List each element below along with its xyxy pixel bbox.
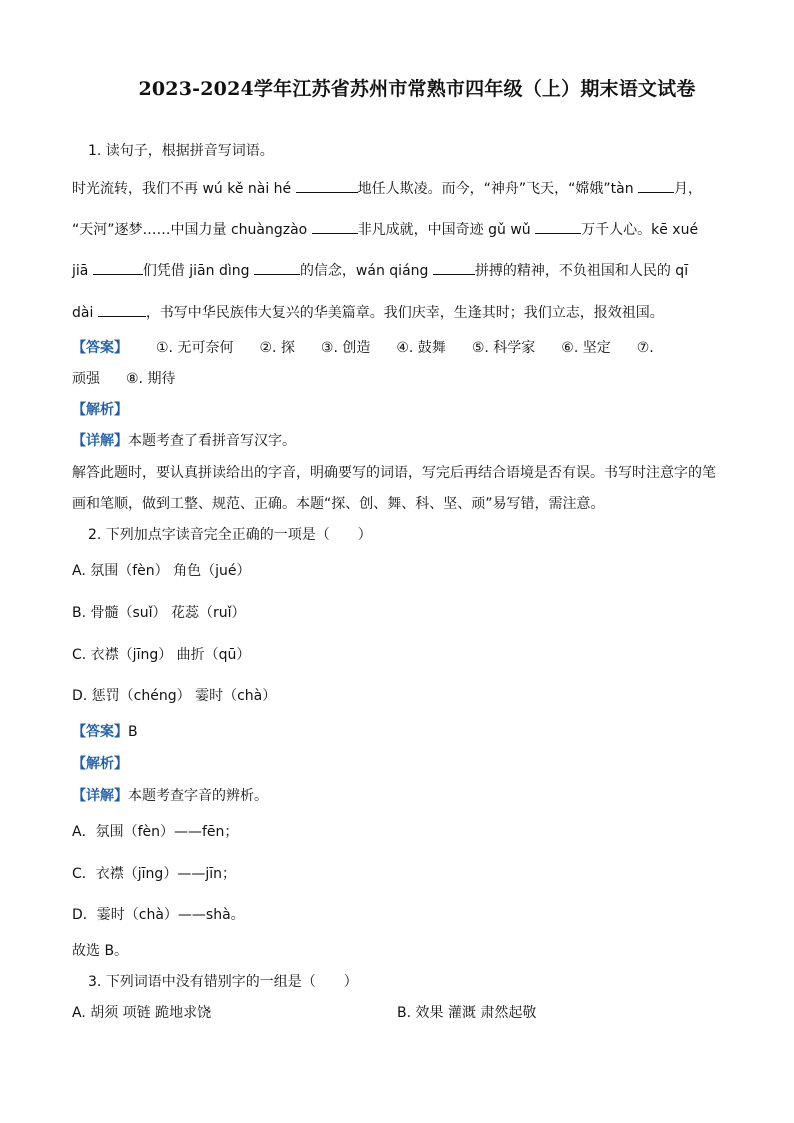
blank-8[interactable] [98,302,146,317]
blank-1[interactable] [296,178,358,193]
q2-option-b: B. 骨髓（suǐ） 花蕊（ruǐ） [72,605,246,621]
blank-4[interactable] [535,219,581,234]
q2-note-c: C．衣襟（jīng）——jīn； [72,866,236,882]
blank-2[interactable] [638,178,674,193]
blank-6[interactable] [254,260,300,275]
q2-analysis-tag: 【解析】 [72,756,128,772]
answer-item: ⑦. [636,340,654,356]
answer-item: ⑤. 科学家 [471,340,536,356]
answer-item: ⑥. 坚定 [561,340,611,356]
q1-analysis-tag: 【解析】 [72,402,128,418]
answer-item: ①. 无可奈何 [156,340,234,356]
blank-7[interactable] [433,260,475,275]
q3-options-row [72,1003,732,1023]
q2-answer: 【答案】B [72,724,138,740]
q3-stem: 3. 下列词语中没有错别字的一组是（ ） [88,974,358,990]
q1-answers-line-1 [72,338,732,358]
q3-option-a: A. 胡须 项链 跪地求饶 [72,1005,212,1021]
q2-note-a: A．氛围（fèn）——fēn； [72,824,239,840]
q1-detail: 【详解】本题考查了看拼音写汉字。 [72,433,296,449]
q1-detail-3: 画和笔顺，做到工整、规范、正确。本题“探、创、舞、科、坚、顽”易写错，需注意。 [72,496,605,512]
q3-option-b: B. 效果 灌溉 肃然起敬 [397,1005,537,1021]
q1-passage-line-2: “天河”逐梦……中国力量 chuàngzào 非凡成就，中国奇迹 gǔ wǔ 万千人心。kē xué [72,219,732,240]
page-title: 2023-2024学年江苏省苏州市常熟市四年级（上）期末语文试卷 [138,78,696,100]
q2-option-d: D. 惩罚（chéng） 霎时（chà） [72,688,277,704]
blank-3[interactable] [312,219,358,234]
q1-stem: 1. 读句子，根据拼音写词语。 [88,143,274,159]
answer-item: 顽强 [72,371,100,387]
answer-item: ④. 鼓舞 [396,340,446,356]
q2-option-c: C. 衣襟（jīng） 曲折（qū） [72,647,251,663]
answer-item: ⑧. 期待 [126,371,176,387]
q2-conclusion: 故选 B。 [72,943,129,959]
q1-answers-line-2 [72,369,732,389]
answer-item: ③. 创造 [320,340,371,356]
answer-item: ②. 探 [259,340,295,356]
q1-passage-line-1: 时光流转，我们不再 wú kě nài hé 地任人欺凌。而今，“神舟”飞天，“嫦娥”tàn 月， [72,178,732,199]
q1-passage-line-4: dài ，书写中华民族伟大复兴的华美篇章。我们庆幸，生逢其时；我们立志，报效祖国。 [72,302,732,323]
answer-tag: 【答案】 [72,340,128,356]
q2-stem: 2. 下列加点字读音完全正确的一项是（ ） [88,527,372,543]
q1-passage-line-3: jiā 们凭借 jiān dìng 的信念，wán qiáng 拼搏的精神，不负祖国和人民的 qī [72,260,732,281]
q1-detail-2: 解答此题时，要认真拼读给出的字音，明确要写的词语，写完后再结合语境是否有误。书写时注意字的笔 [72,465,716,481]
q2-option-a: A. 氛围（fèn） 角色（jué） [72,563,251,579]
blank-5[interactable] [93,260,143,275]
q2-detail: 【详解】本题考查字音的辨析。 [72,788,268,804]
q2-note-d: D．霎时（chà）——shà。 [72,907,245,923]
